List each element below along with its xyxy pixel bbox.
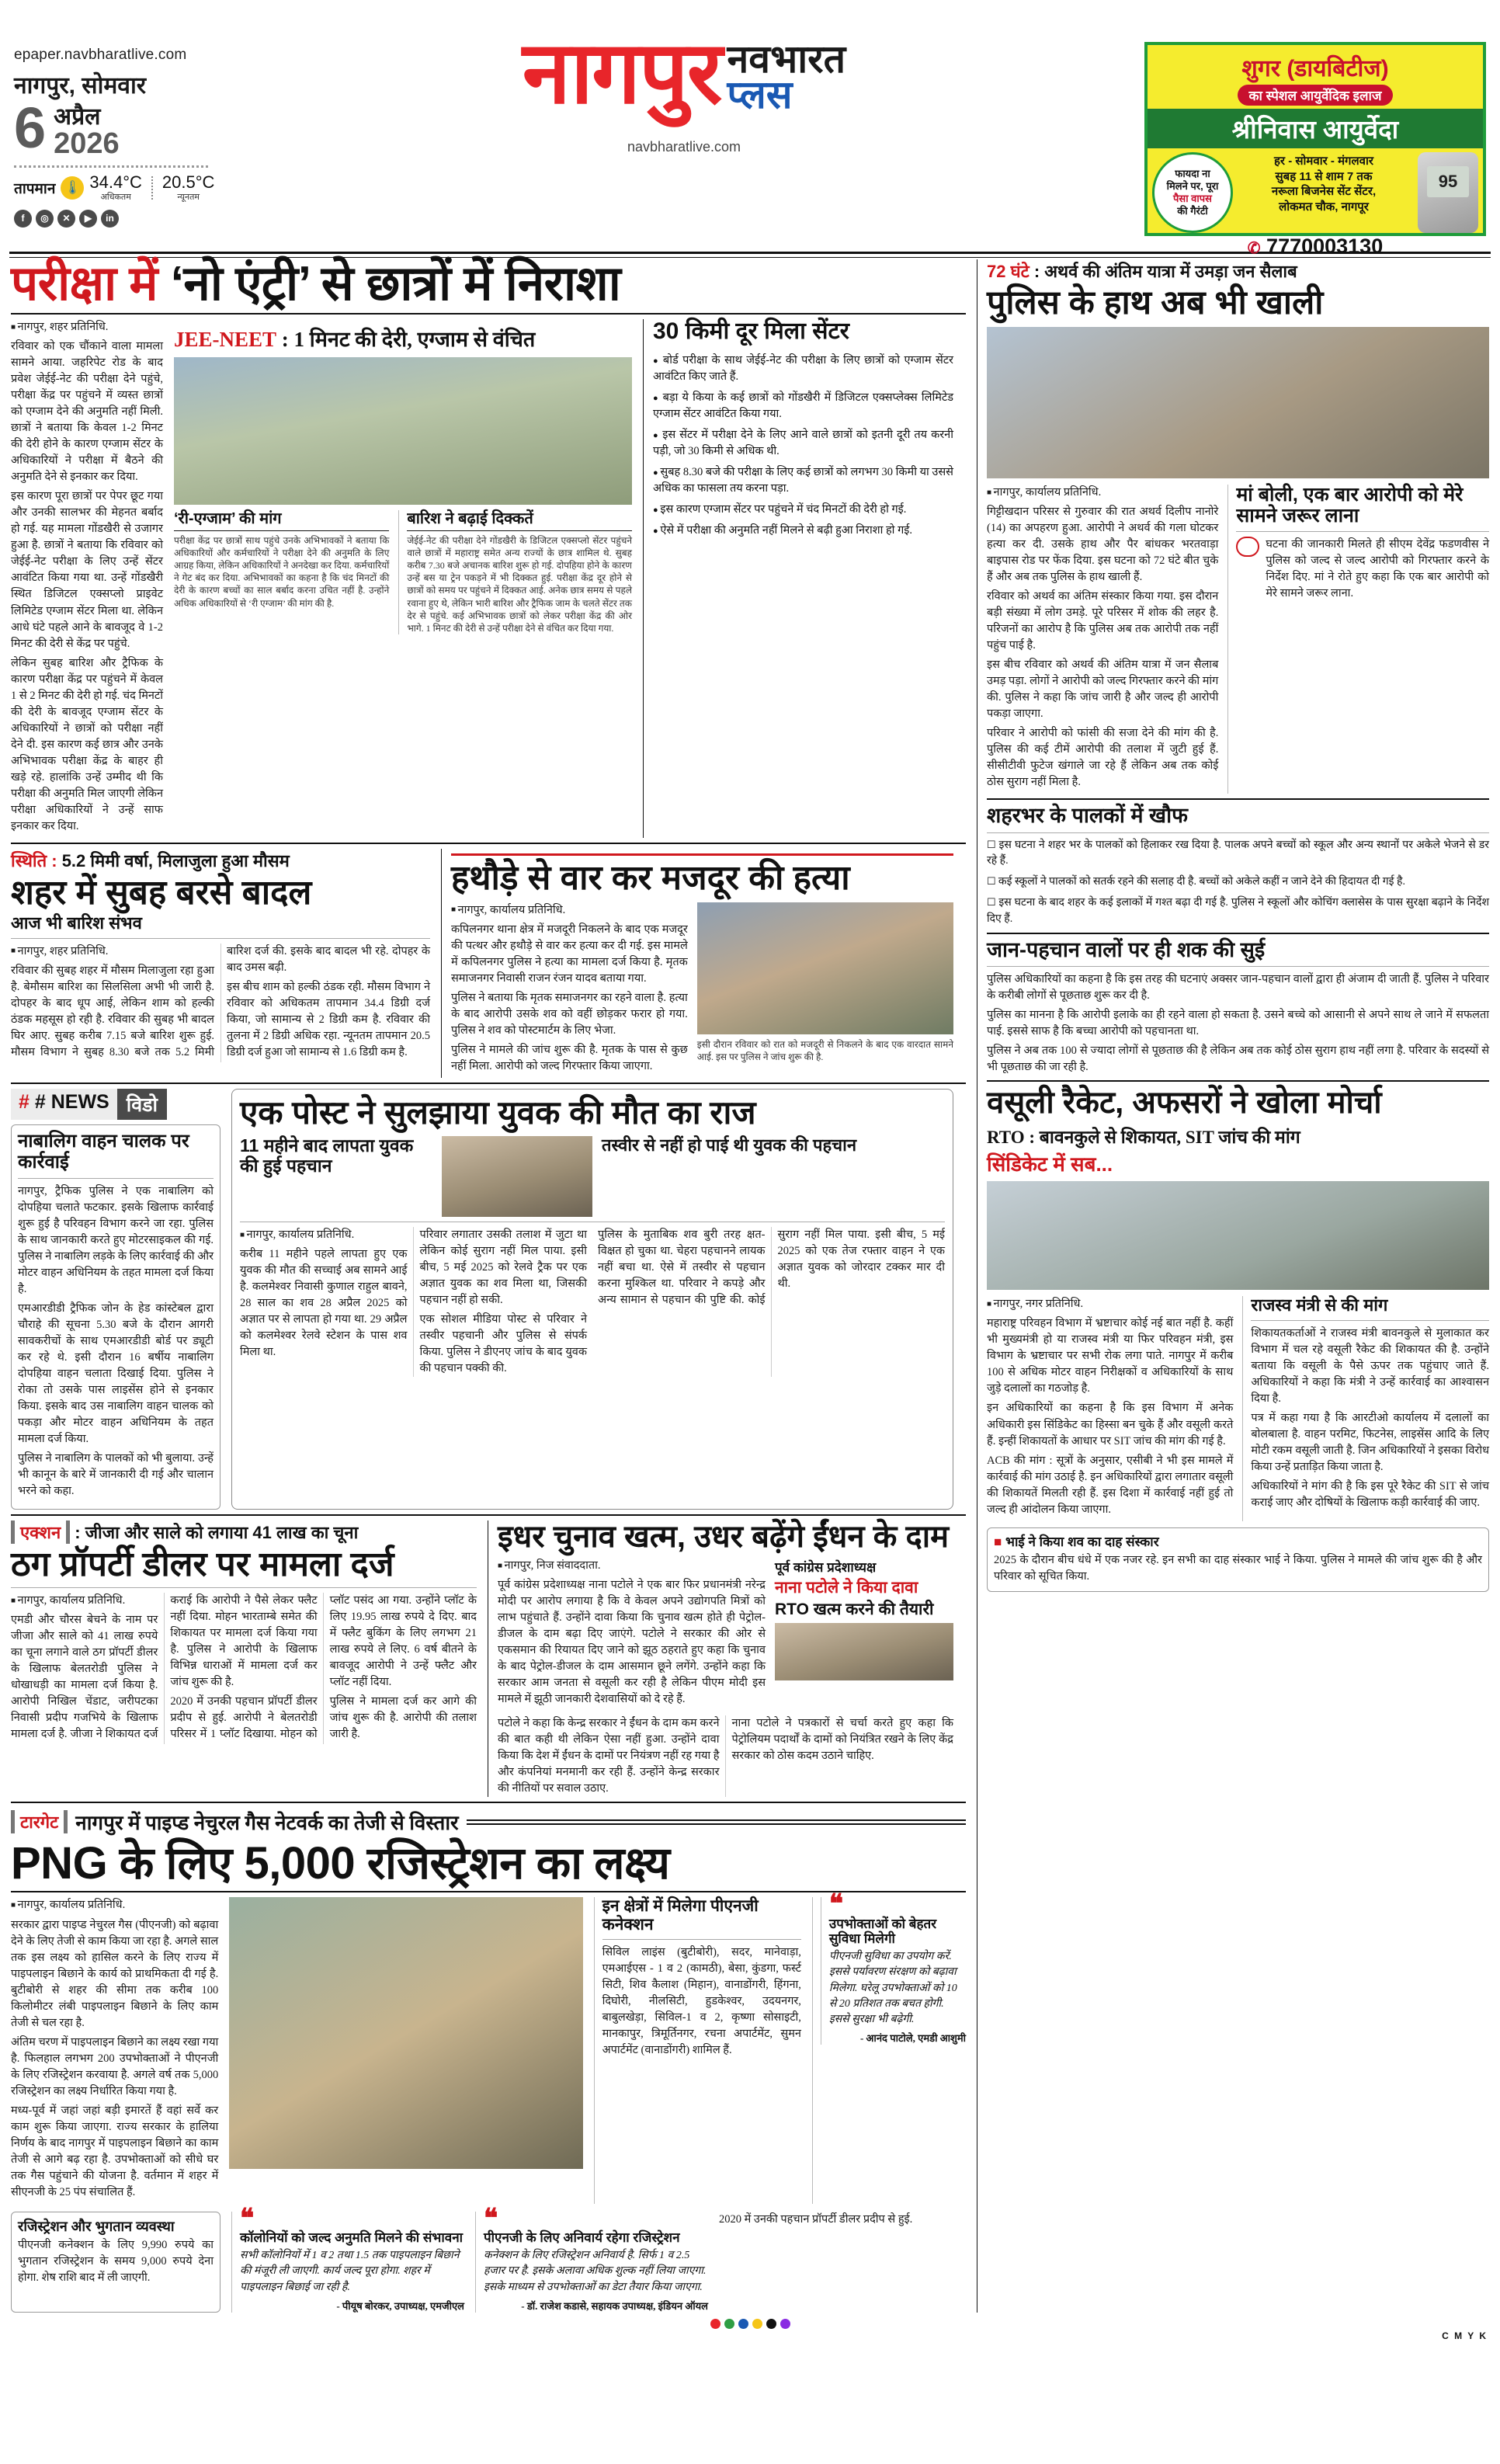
temperature-block (14, 174, 224, 203)
action-headline: ठग प्रॉपर्टी डीलर पर मामला दर्ज (11, 1545, 394, 1584)
youtube-icon[interactable]: ▶ (79, 210, 97, 228)
png-text-col (11, 1897, 218, 2203)
news-chip-text: # NEWS (34, 1091, 109, 1114)
lead-bullet-4: ● सुबह 8.30 बजे की परीक्षा के लिए कई छात्रों को लगभग 30 किमी या उससे अधिक का फासला तय करना पड़ा. (653, 464, 953, 497)
weather-story (11, 849, 430, 1078)
lead-photo (174, 357, 632, 505)
doubt-para-2: पुलिस का मानना है कि आरोपी इलाके का ही रहने वाला हो सकता है. उसने बच्चे को आसानी से अपने साथ ले जाने में सफलता पाई. इससे साफ है कि बच्चा आरोपी को पहचानता था. (987, 1009, 1489, 1038)
left-section (11, 259, 966, 2313)
fuel-subhead-2: RTO खत्म करने की तैयारी (775, 1600, 934, 1618)
advertisement-banner[interactable] (1144, 42, 1486, 258)
phone-icon: ✆ (1247, 240, 1261, 257)
png-tag: टारगेट (11, 1810, 68, 1833)
vasuli-right-para-1: शिकायतकर्ताओं ने राजस्व मंत्री बावनकुले से मुलाकात कर विभाग में चल रहे वसूली रैकेट की शिकायत की है. उन्होंने बताया कि वसूली के पैसे ऊपर तक पहुंचाए जाते हैं. अधिकारियों ने कहा कि मंत्री ने उन्हें कार्रवाई का आश्वासन दिया है. (1251, 1327, 1489, 1406)
lead-headline-red: परीक्षा में (11, 257, 158, 311)
glucometer-icon (1418, 152, 1478, 233)
masthead-left (14, 20, 224, 228)
fear-rule (987, 832, 1489, 833)
quote-icon-2: ❝ (240, 2204, 255, 2233)
doubt-bottom-rule (987, 1080, 1489, 1082)
vasuli-para-2: इन अधिकारियों का कहना है कि इस विभाग में अनेक अधिकारी इस सिंडिकेट का हिस्सा बन चुके हैं और वसूली करते हैं. इन्हीं शिकायतों के आधार पर SIT जांच की मांग की गई है. (987, 1402, 1234, 1447)
news-video-body (18, 1183, 214, 1500)
ad-guarantee-line3: पैसा वापस (1173, 193, 1212, 204)
ad-guarantee-line2: मिलने पर, पूरा (1166, 179, 1219, 192)
murder-text (451, 902, 688, 1078)
vasuli-footer-note (987, 1527, 1489, 1592)
lead-bullet-5: ● इस कारण एग्जाम सेंटर पर पहुंचने में चंद मिनटों की देरी हो गई. (653, 502, 953, 518)
fear-item-1: ☐ इस घटना ने शहर भर के पालकों को हिलाकर रख दिया है. पालक अपने बच्चों को स्कूल और अन्य स्थानों पर अकेले भेजने से डर रहे हैं. (987, 838, 1489, 870)
lead-bullets-column (643, 319, 953, 837)
png-areas-rule (602, 1939, 801, 1940)
png-quote-2-by: - पीयूष बोरकर, उपाध्यक्ष, एमजीएल (336, 2300, 464, 2313)
post-bottom-rule (11, 1514, 966, 1516)
post-portrait-photo (442, 1136, 592, 1217)
fear-item-2: ☐ कई स्कूलों ने पालकों को सतर्क रहने की सलाह दी है. बच्चों को अकेले कहीं न जाने देने की हिदायत दी गई है. (987, 874, 1489, 890)
fear-list (987, 838, 1489, 927)
vasuli-footer-body: 2025 के दौरान बीच धंधे में एक नजर रहे. इन सभी का दाह संस्कार भाई ने किया. पुलिस ने मामले की जांच शुरू की है और परिवार को सूचित किया. (994, 1553, 1482, 1583)
mother-quote-rule (1236, 531, 1489, 532)
lead-para-2: इस कारण पूरा छात्रों पर पेपर छूट गया और उनकी सालभर की मेहनत बर्बाद हो गई. यह मामला गोंडखैरी से उजागर हुआ है. छात्रों ने बताया कि रविवार को जेईई-नेट परीक्षा के लिए उन्हें सेंटर आवंटित किया गया था. उन्हें गोंडखैरी स्थित डिजिटल एक्सप्लो प्राइवेट लिमिटेड एग्जाम सेंटर मिला था. लेकिन आधे घंटे पहले आने के बावजूद वे 1-2 मिनट की देरी से केंद्र पर पहुंचे. (11, 490, 163, 650)
news-video-para-1: नागपुर, ट्रैफिक पुलिस ने एक नाबालिग को दोपहिया चलाते फटकार. इसके खिलाफ कार्रवाई शुरू हुई है परिवहन विभाग करने जा रहा. पुलिस के साथ जानकारी करते हुए मोटरसाइकल की गई. पुलिस ने नाबालिग लड़के के लिए कार्रवाई की और मोटर वाहन अधिनियम के तहत मामला दर्ज किया है. (18, 1184, 214, 1295)
lead-bullet-3: ● इस सेंटर में परीक्षा देने के लिए आने वाले छात्रों को इतनी दूरी तय करनी पड़ी, जो 30 किमी से अधिक थी. (653, 427, 953, 460)
post-body-left (240, 1227, 587, 1377)
png-rule (11, 1891, 966, 1892)
reexam-box (174, 510, 389, 634)
news-video-para-3: पुलिस ने नाबालिग के पालकों को भी बुलाया. उन्हें भी कानून के बारे में जानकारी दी गई और चालान भरने को कहा. (18, 1452, 214, 1498)
fuel-left-text (498, 1558, 766, 1711)
action-fuel-row (11, 1520, 966, 1797)
png-quote-2 (231, 2204, 464, 2313)
png-quote-3-by: - डॉ. राजेश कडासे, सहायक उपाध्यक्ष, इंडियन ऑयल (521, 2300, 708, 2313)
weather-body (11, 944, 430, 1062)
right-top-body (987, 485, 1218, 794)
murder-content (451, 902, 953, 1078)
doubt-title: जान-पहचान वालों पर ही शक की सुई (987, 938, 1266, 962)
mother-quote-title: मां बोली, एक बार आरोपी को मेरे सामने जरूर लाना (1236, 484, 1464, 527)
murder-top-rule (451, 853, 953, 856)
ad-detail-3: नरूला बिजनेस सेंट सेंटर, (1271, 185, 1377, 198)
fuel-para-1: पूर्व कांग्रेस प्रदेशाध्यक्ष नाना पटोले ने एक बार फिर प्रधानमंत्री नरेन्द्र मोदी पर आरोप लगाया है कि वे केवल अपने उद्योगपति मित्रों को लाभ पहुंचाते हैं. उन्होंने दावा किया कि चुनाव खत्म होते ही पेट्रोल-डीजल के दाम बढ़ा दिए जाएंगे. पटोले ने सरकार की ओर से एकसमान की रियायत दिए जाने को झूठ ठहराते हुए कहा कि चुनाव के बाद पेट्रोल-डीजल के दाम आसमान छूने लगेंगे. उन्होंने कहा कि सरकार आम जनता से वसूली कर रही है लेकिन पीएम मोदी इस मामले में झूठी जानकारी देशवासियों को दे रहे हैं. (498, 1579, 766, 1706)
social-links[interactable] (14, 210, 224, 228)
reg-dot-red (710, 2319, 720, 2329)
vasuli-subhead: RTO : बावनकुले से शिकायत, SIT जांच की मांग (987, 1128, 1300, 1148)
fuel-subhead-red: पूर्व कांग्रेस प्रदेशाध्यक्ष (775, 1560, 877, 1576)
fear-item-3: ☐ इस घटना के बाद शहर के कई इलाकों में गश्त बढ़ा दी गई है. पुलिस ने स्कूलों और कोचिंग क्लासेस के पास सुरक्षा बढ़ाने के निर्देश दिए हैं. (987, 895, 1489, 927)
reg-dot-violet (780, 2319, 790, 2329)
lead-text-column (11, 319, 163, 837)
murder-story (441, 849, 953, 1078)
right-top-kicker-rest: : अथर्व की अंतिम यात्रा में उमड़ा जन सैलाब (1033, 262, 1297, 281)
right-top-para-1: गिट्टीखदान परिसर से गुरुवार की रात अथर्व दिलीप नानोरे (14) का अपहरण हुआ. आरोपी ने अथर्व की गला घोटकर हत्या कर दी. उसके हाथ और पैर बांधकर भरतवाड़ा बाइपास रोड पर फेंक दिया. इस घटना को 72 घंटे बीत चुके हैं और अब तक पुलिस के हाथ खाली हैं. (987, 506, 1219, 584)
weather-bottom-rule (11, 1083, 966, 1084)
post-sub-right-wrap (602, 1136, 945, 1217)
temperature-max: 34.4°C (89, 172, 142, 192)
lead-content (11, 319, 966, 837)
ad-detail-2: सुबह 11 से शाम 7 तक (1275, 169, 1373, 183)
temperature-divider (151, 176, 153, 200)
lead-byline: ■ नागपुर, शहर प्रतिनिधि. (11, 319, 163, 335)
murder-headline: हथौड़े से वार कर मजदूर की हत्या (451, 858, 850, 897)
vasuli-para-3: ACB की मांग : सूत्रों के अनुसार, एसीबी ने भी इस मामले में कार्रवाई की मांग उठाई है. इन अधिकारियों द्वारा लगातार वसूली की शिकायतें मिलती रही हैं. इस दिशा में कार्रवाई नहीं हुई तो जल्द ही आंदोलन किया जाएगा. (987, 1454, 1234, 1516)
fear-title: शहरभर के पालकों में खौफ (987, 804, 1188, 828)
ad-detail-4: लोकमत चौक, नागपूर (1279, 200, 1369, 214)
fuel-headline: इधर चुनाव खत्म, उधर बढ़ेंगे ईंधन के दाम (498, 1520, 950, 1555)
dotted-divider (14, 165, 208, 168)
logo-plus: प्लस (727, 72, 793, 116)
action-para-3: पुलिस ने मामला दर्ज कर आगे की जांच शुरू की है. आरोपी की तलाश जारी है. (329, 1695, 477, 1741)
news-video-box (11, 1089, 220, 1510)
vasuli-right (1242, 1296, 1489, 1520)
thermometer-icon: 🌡 (61, 176, 84, 200)
fuel-para-2: पटोले ने कहा कि केन्द्र सरकार ने ईंधन के दाम कम करने की बात कही थी लेकिन ऐसा नहीं हुआ. उन्होंने दावा किया कि देश में ईंधन के दामों पर नियंत्रण नहीं रह गया है और कंपनियां मनमानी कर रही हैं. उन्होंने केन्द्र सरकार की नीतियों पर सवाल उठाए. (498, 1717, 720, 1795)
png-quote-1-by: - आनंद पाटोले, एमडी आशुमी (859, 2032, 966, 2045)
vasuli-photo (987, 1181, 1489, 1290)
page-body (0, 259, 1500, 2313)
news-chip-label (11, 1089, 117, 1120)
right-top-para-3: इस बीच रविवार को अथर्व की अंतिम यात्रा में जन सैलाब उमड़ पड़ा. लोगों ने आरोपी को जल्द गिरफ्तार करने की मांग की. पुलिस ने कहा कि जांच जारी है और जल्द ही आरोपी पकड़ा जाएगा. (987, 659, 1219, 721)
png-quote-1-title: उपभोक्ताओं को बेहतर सुविधा मिलेगी (828, 1916, 937, 1946)
website-url[interactable]: navbharatlive.com (627, 138, 741, 155)
ad-guarantee-line4: की गैरंटी (1177, 205, 1208, 217)
png-areas-title: इन क्षेत्रों में मिलेगा पीएनजी कनेक्शन (602, 1897, 759, 1934)
png-quote-3-body: कनेक्शन के लिए रजिस्ट्रेशन अनिवार्य है. सिर्फ 1 व 2.5 हजार पर है. इसके अलावा अधिक शुल्क नहीं लिया जाएगा. इसके माध्यम से उपभोक्ताओं का डेटा तैयार किया जाएगा. (484, 2250, 707, 2293)
mother-quote-body: घटना की जानकारी मिलते ही सीएम देवेंद्र फडणवीस ने पुलिस को जल्द से जल्द आरोपी को गिरफ्तार करने के निर्देश दिए. मां ने रोते हुए कहा कि एक बार आरोपी को मेरे सामने जरूर लाना. (1266, 538, 1489, 600)
masthead-logo (224, 20, 1144, 155)
right-top-byline: ■ नागपुर, कार्यालय प्रतिनिधि. (987, 485, 1218, 501)
logo-navbharat: नवभारत (727, 36, 846, 81)
lead-bullet-list (653, 353, 953, 539)
weather-subhead: आज भी बारिश संभव (11, 912, 142, 933)
twitter-x-icon[interactable]: ✕ (57, 210, 75, 228)
weather-rule (11, 938, 430, 939)
temperature-min: 20.5°C (161, 172, 215, 192)
vasuli-right-para-2: पत्र में कहा गया है कि आरटीओ कार्यालय में दलालों का बोलबाला है. वाहन परमिट, फिटनेस, लाइसेंस आदि के लिए मोटी रकम वसूली जाती है. जिन अधिकारियों ने इसका विरोध किया उन्हें प्रताड़ित किया जाता है. (1251, 1412, 1489, 1474)
action-para-1: एमडी और चौरस बेचने के नाम पर जीजा और साले को 41 लाख रुपये का चूना लगाने वाले ठग प्रॉपर्टी डीलर के खिलाफ बेलतरोडी पुलिस ने धोखाधड़ी का मामला दर्ज किया है. आरोपी निखिल चेंडाट, जरीपटका निवासी प्रदीप गजभिये के खिलाफ मामला दर्ज है. जीजा ने शिकायत दर्ज कराई कि आरोपी ने पैसे लेकर फ्लैट नहीं दिया. मोहन भारताम्बे समेत की शिकायत पर मामला दर्ज किया गया है. पुलिस ने आरोपी के खिलाफ विभिन्न धाराओं में मामला दर्ज कर जांच शुरू की है. (11, 1594, 318, 1741)
reg-dot-blue (738, 2319, 748, 2329)
ad-title-line1: शुगर (डायबिटीज) (1241, 56, 1389, 82)
murder-para-2: पुलिस ने बताया कि मृतक समाजनगर का रहने वाला है. हत्या के बाद आरोपी उसके शव को वहीं छोड़कर फरार हो गया. पुलिस ने शव को पोस्टमार्टम के लिए भेजा. (451, 991, 688, 1037)
temperature-min-label: न्यूनतम (177, 192, 200, 202)
png-para-1: सरकार द्वारा पाइप्ड नेचुरल गैस (पीएनजी) को बढ़ावा देने के लिए तेजी से काम किया जा रहा है. अगले साल तक इस लक्ष्य को हासिल करने के लिए राज्य में पाइपलाइन बिछाने के कार्य को प्राथमिकता दी गई है. बुटीबोरी से शहर की सीमा तक करीब 100 किलोमीटर लंबी पाइपलाइन बिछाने के लिए काम तेजी से चल रहा है. (11, 1918, 219, 2029)
png-bottom-row (11, 2204, 966, 2313)
post-mid-text: पुलिस के मुताबिक शव बुरी तरह क्षत-विक्षत हो चुका था. चेहरा पहचानने लायक नहीं बचा था. ऐसे में तस्वीर से पहचान करना मुश्किल था. परिवार ने कपड़े और अन्य सामान से पहचान की पुष्टि की. कोई सुराग नहीं मिल पाया. इसी बीच, 5 मई 2025 को एक तेज रफ्तार वाहन ने एक अज्ञात युवक को जोरदार टक्कर मार दी थी. (598, 1229, 945, 1307)
vasuli-right-rule (1251, 1320, 1489, 1321)
doubt-para-3: पुलिस ने अब तक 100 से ज्यादा लोगों से पूछताछ की है लेकिन अब तक कोई ठोस सुराग हाथ नहीं लगा है. परिवार के सदस्यों से भी पूछताछ की जा रही है. (987, 1044, 1489, 1074)
fuel-para-3: नाना पटोले ने पत्रकारों से चर्चा करते हुए कहा कि पेट्रोलियम पदार्थों के दामों को नियंत्रित रखने के लिए केंद्र सरकार को ठोस कदम उठाने चाहिए. (731, 1717, 953, 1763)
temperature-max-label: अधिकतम (100, 192, 131, 202)
post-story (231, 1089, 953, 1510)
png-photo-col (229, 1897, 582, 2203)
png-extra-caption: 2020 में उनकी पहचान प्रॉपर्टी डीलर प्रदीप से हुई. (719, 2212, 913, 2226)
fuel-story (488, 1520, 953, 1797)
vasuli-byline: ■ नागपुर, नगर प्रतिनिधि. (987, 1296, 1233, 1312)
murder-photo-wrap (697, 902, 953, 1078)
post-sub-left-wrap (240, 1136, 432, 1217)
lead-bullet-1: ● बोर्ड परीक्षा के साथ जेईई-नेट की परीक्षा के लिए छात्रों को एग्जाम सेंटर आवंटित किए जाते हैं. (653, 353, 953, 385)
instagram-icon[interactable]: ◎ (36, 210, 54, 228)
vasuli-body (987, 1296, 1233, 1520)
png-decor-bars (467, 1819, 966, 1825)
post-subhead-left: 11 महीने बाद लापता युवक की हुई पहचान (240, 1135, 414, 1176)
vasuli-sub2: सिंडिकेट में सब... (987, 1152, 1113, 1176)
post-para-1: करीब 11 महीने पहले लापता हुए एक युवक की मौत की सच्चाई अब सामने आई है. कलमेश्वर निवासी कुणाल राहुल बावने, 28 साल का शव 28 अप्रैल 2025 को अज्ञात पर से लापता हो गया था. 29 अप्रैल को कलमेश्वर रेलवे स्टेशन के पास शव मिला था. (240, 1248, 408, 1359)
fuel-subhead-name: नाना पटोले ने किया दावा (775, 1579, 918, 1597)
png-areas-body: सिविल लाइंस (बुटीबोरी), सदर, मानेवाड़ा, एमआईएस - 1 व 2 (कामठी), बेसा, कुंडगा, फर्स्ट सिटी, शिव कैलाश (मिहान), वानाडोंगरी, हिंगना, दिघोरी, नीलसिटी, हुडकेश्वर, उदयनगर, बाबुलखेड़ा, सिविल-1 व 2, कृष्णा सोसाइटी, मानकापुर, त्रिमूर्तिनगर, रचना अपार्टमेंट, सुमन अपार्टमेंट (वानाडोंगरी) शामिल हैं. (602, 1945, 801, 2056)
temperature-label: तापमान (14, 181, 56, 198)
weather-byline: ■ नागपुर, शहर प्रतिनिधि. (11, 944, 214, 960)
png-content (11, 1890, 966, 2203)
weather-para-1: रविवार की सुबह शहर में मौसम मिलाजुला रहा हुआ है. बेमौसम बारिश का सिलसिला अभी भी जारी है. दोपहर के बाद धूप आई, लेकिन शाम को हल्की ठंडक महसूस हो रही है. रविवार की सुबह भी बादल घिर आए. सुबह करीब 7.15 बजे बारिश शुरू हुई. मौसम विभाग ने सुबह 8.30 बजे तक 5.2 मिमी बारिश दर्ज की. इसके बाद बादल भी रहे. दोपहर के बाद उमस बढ़ी. (11, 944, 430, 1058)
lead-rule (11, 313, 966, 315)
action-body (11, 1593, 477, 1743)
vasuli-row (987, 1296, 1489, 1520)
news-video-rule (18, 1178, 214, 1179)
reexam-body: परीक्षा केंद्र पर छात्रों साथ पहुंचे उनके अभिभावकों ने बताया कि अधिकारियों और कर्मचारियों ने परीक्षा देने की अनुमति के लिए आग्रह किया, लेकिन अधिकारियों ने अनदेखा कर दिया. कर्मचारियों ने गेट बंद कर दिया. अभिभावकों का कहना है कि चंद मिनटों की देरी के कारण बच्चों का साल बर्बाद करना उचित नहीं है. उन्होंने अधिक अधिकारियों से ‘री एग्जाम’ की मांग की है. (174, 534, 390, 609)
png-last-title: रजिस्ट्रेशन और भुगतान व्यवस्था (18, 2218, 175, 2234)
action-story (11, 1520, 477, 1797)
ad-phone[interactable] (1148, 235, 1483, 259)
reg-dot-green (724, 2319, 734, 2329)
date-day: 6 (14, 96, 47, 160)
newsvideo-post-row (11, 1089, 966, 1510)
news-video-para-2: एमआरडीडी ट्रैफिक जोन के हेड कांस्टेबल द्वारा चौराहे की सूचना 5.30 बजे के दौरान आगरी सावकरीचों के साथ एमआरडीडी बोर्ड पर ड्यूटी कर रहे थे. इसी दौरान 16 बर्षीय नाबालिग दोपहिया वाहन चलाता दिखाई दिया. पुलिस ने रोका तो उसके पास लाइसेंस होने से इनकार किया. इसके बाद उस नाबालिग वाहन चालक को पकड़ा और मोटर वाहन अधिनियम के तहत मामला दर्ज किया. (18, 1302, 214, 1446)
ad-guarantee-line1: फायदा ना (1175, 167, 1210, 179)
murder-para-1: कपिलनगर थाना क्षेत्र में मजदूरी निकलने के बाद एक मजदूर की पत्थर और हथौड़े से वार कर हत्या कर दी गई. इस मामले में कपिलनगर पुलिस ने हत्या का मामला दर्ज किया है. मृतक समाजनगर निवासी राजन रंजन यादव बताया गया. (451, 923, 688, 985)
glucometer-reading: 95 (1427, 166, 1469, 197)
action-tag: एक्शन (11, 1520, 70, 1544)
weather-para-2: इस बीच शाम को हल्की ठंडक रही. मौसम विभाग ने रविवार को अधिकतम तापमान 34.4 डिग्री दर्ज किया, जो सामान्य से 2 डिग्री कम है. रविवार की तुलना में 2 डिग्री अधिक रहा. न्यूनतम तापमान 20.5 डिग्री दर्ज हुआ जो सामान्य से 1.6 डिग्री कम है. (227, 980, 430, 1058)
fear-bottom-rule (987, 933, 1489, 934)
reg-dot-black (766, 2319, 776, 2329)
weather-kicker-red: स्थिति : (11, 850, 57, 871)
lead-story (11, 259, 966, 838)
bullet-marker-icon: ■ (994, 1534, 1002, 1549)
vasuli-para-1: महाराष्ट्र परिवहन विभाग में भ्रष्टाचार कोई नई बात नहीं है. कहीं भी मुख्यमंत्री हो या राजस्व मंत्री या फिर परिवहन मंत्री, इस विभाग के भ्रष्टाचार पर सभी रोक लगा पाते. नागपुर में करीब 100 से अधिक मोटर वाहन निरीक्षकों व अधिकारियों के साथ जुड़े दलालों का गठजोड़ है. (987, 1317, 1234, 1395)
weather-kicker (11, 849, 430, 872)
center-distance-headline: 30 किमी दूर मिला सेंटर (653, 318, 849, 345)
png-photo (229, 1897, 582, 2169)
vasuli-headline: वसूली रैकेट, अफसरों ने खोला मोर्चा (987, 1086, 1382, 1121)
weather-kicker-rest: 5.2 मिमी वर्षा, मिलाजुला हुआ मौसम (61, 850, 290, 871)
post-subhead-row (240, 1136, 945, 1217)
murder-caption: इसी दौरान रविवार को रात को मजदूरी से निकलने के बाद एक वारदात सामने आई. इस पर पुलिस ने जांच शुरू की है. (696, 1038, 953, 1063)
city-and-day: नागपुर, सोमवार (14, 73, 146, 99)
lead-subhead-red: JEE-NEET (174, 328, 277, 352)
png-quote-col (812, 1890, 966, 2203)
png-areas-box (594, 1897, 801, 2203)
rain-body: जेईई-नेट की परीक्षा देने गोंडखैरी के डिजिटल एक्सप्लो सेंटर पहुंचने वाले छात्रों में महाराष्ट्र समेत अन्य राज्यों के छात्र शामिल थे. सुबह करीब 7.30 बजे अचानक बारिश शुरू हो गई. दोपहिया होने के कारण उन्हें बस या ट्रेन पकड़ने में भी दिक्कत हुई. परीक्षा केंद्र दूर होने से छात्रों को समय पर पहुंचने में दिक्कत आई. अनेक छात्र समय से पहले रवाना हुए थे, लेकिन भारी बारिश और ट्रैफिक जाम के चलते सेंटर तक देर से पहुंचे. कई अभिभावक छात्रों को लेकर परीक्षा केंद्र की ओर भागे. 1 मिनट की देरी से उन्हें परीक्षा देने से वंचित कर दिया गया. (407, 534, 632, 634)
ad-phone-number: 7770003130 (1266, 235, 1384, 258)
vasuli-right-body (1251, 1326, 1489, 1511)
post-byline: ■ नागपुर, कार्यालय प्रतिनिधि. (240, 1227, 408, 1243)
lead-para-3: लेकिन सुबह बारिश और ट्रैफिक के कारण परीक्षा केंद्र पर पहुंचने में केवल 1 से 2 मिनट की देरी हो गई. चंद मिनटों की देरी के बावजूद एग्जाम सेंटर के अधिकारियों ने छात्रों को परीक्षा नहीं देने दी. इस कारण कई छात्र और उनके अभिभावक परीक्षा केंद्र के बाहर ही खड़े रहे. हालांकि उन्हें उम्मीद थी कि परीक्षा की अनुमति मिल जाएगी लेकिन परीक्षा अधिकारियों ने उन्हें साफ इनकार कर दिया. (11, 656, 163, 832)
right-top-para-4: परिवार ने आरोपी को फांसी की सजा देने की मांग की है. पुलिस की कई टीमें आरोपी की तलाश में जुटी हुई हैं. सीसीटीवी फुटेज खंगाले जा रहे हैं लेकिन अब तक कोई ठोस सुराग नहीं मिला है. (987, 727, 1219, 789)
facebook-icon[interactable]: f (14, 210, 32, 228)
ad-details (1233, 152, 1415, 214)
right-section (977, 259, 1489, 2313)
action-kicker (11, 1520, 477, 1544)
post-subhead-right: तस्वीर से नहीं हो पाई थी युवक की पहचान (601, 1135, 857, 1156)
lead-bullet-6: ● ऐसे में परीक्षा की अनुमति नहीं मिलने से बढ़ी हुआ निराशा हो गई. (653, 523, 953, 539)
date-month: अप्रैल (54, 104, 101, 130)
logo-wordmark (522, 24, 846, 121)
png-para-2: अंतिम चरण में पाइपलाइन बिछाने का लक्ष्य रखा गया है. फिलहाल लगभग 200 उपभोक्ताओं ने पीएनजी के लिए रजिस्ट्रेशन करवाया है. अगले वर्ष तक 5,000 रजिस्ट्रेशन का लक्ष्य निर्धारित किया गया है. (11, 2035, 219, 2097)
linkedin-icon[interactable]: in (101, 210, 119, 228)
doubt-para-1: पुलिस अधिकारियों का कहना है कि इस तरह की घटनाएं अक्सर जान-पहचान वालों द्वारा ही अंजाम दी जाती हैं. पुलिस ने परिवार के करीबी लोगों से पूछताछ शुरू कर दी है. (987, 973, 1489, 1003)
weather-headline: शहर में सुबह बरसे बादल (11, 873, 312, 912)
quote-icon-3: ❝ (484, 2204, 498, 2233)
news-video-chip[interactable] (11, 1089, 167, 1120)
lead-para-1: रविवार को एक चौंकाने वाला मामला सामने आया. जहरिपेट रोड के बाद प्रवेश जेईई-नेट की परीक्षा देने पहुंचे, परीक्षा केंद्र पर पहुंचने में व्यस्त छात्रों को एग्जाम देने की अनुमति नहीं मिली. छात्रों ने बताया कि केवल 1-2 मिनट की देरी होने के कारण एग्जाम सेंटर के अधिकारियों ने परीक्षा में बैठने की अनुमति देने से इनकार कर दिया. (11, 340, 163, 484)
action-para-2: 2020 में उनकी पहचान प्रॉपर्टी डीलर प्रदीप से हुई. आरोपी ने बेलतरोडी परिसर में 1 प्लॉट दिखाया. मोहन को प्लॉट पसंद आ गया. उन्होंने प्लॉट के लिए 19.95 लाख रुपये दे दिए. बाद में फ्लैट बुकिंग के लिए लगभग 21 लाख रुपये ले लिए. 6 वर्ष बीतने के बावजूद आरोपी ने उन्हें फ्लैट और प्लॉट नहीं दिया. (170, 1594, 477, 1741)
ad-detail-1: हर - सोमवार - मंगलवार (1273, 155, 1374, 168)
right-top-bottom-rule (987, 798, 1489, 800)
png-quote-3-title: पीएनजी के लिए अनिवार्य रहेगा रजिस्ट्रेशन (484, 2230, 680, 2246)
news-video-card (11, 1124, 220, 1510)
png-quote-1-body: पीएनजी सुविधा का उपयोग करें. इससे पर्यावरण संरक्षण को बढ़ावा मिलेगा. घरेलू उपभोक्ताओं को 10 से 20 प्रतिशत तक बचत होगी. इससे सुरक्षा भी बढ़ेगी. (828, 1950, 957, 2026)
fuel-sub-right (775, 1558, 953, 1711)
masthead (0, 0, 1500, 258)
post-body-right (598, 1227, 945, 1377)
png-kicker: नागपुर में पाइप्ड नेचुरल गैस नेटवर्क का तेजी से विस्तार (75, 1812, 459, 1835)
ad-body (1148, 152, 1483, 233)
lead-caption-row (174, 510, 632, 634)
ad-guarantee-badge (1152, 152, 1233, 233)
rain-box (398, 510, 632, 634)
lead-photo-column (174, 319, 632, 837)
logo-nagpur: नागपुर (522, 24, 721, 121)
doubt-section (987, 939, 1489, 1076)
doubt-body (987, 971, 1489, 1076)
post-para-3: एक सोशल मीडिया पोस्ट से परिवार ने तस्वीर पहचानी और पुलिस से संपर्क किया. पुलिस ने डीएनए जांच के बाद युवक की पहचान पक्की की. (419, 1313, 587, 1375)
action-byline: ■ नागपुर, कार्यालय प्रतिनिधि. (11, 1593, 158, 1609)
png-last-body: पीएनजी कनेक्शन के लिए 9,990 रुपये का भुगतान रजिस्ट्रेशन के समय 9,000 रुपये देना होगा. शेष राशि बाद में ली जाएगी. (18, 2238, 214, 2284)
lead-body (11, 319, 163, 834)
png-quote-2-body: सभी कॉलोनियों में 1 व 2 तथा 1.5 तक पाइपलाइन बिछाने की मंजूरी ली जाएगी. कार्य जल्द पूरा होगा. शहर में पाइपलाइन बिछाई जा रही है. (240, 2250, 460, 2293)
right-top-kicker (987, 259, 1489, 283)
doubt-rule (987, 966, 1489, 967)
logo-navbharat-plus (727, 36, 846, 116)
color-registration-dots (0, 2313, 1500, 2330)
lead-subhead (174, 324, 632, 353)
right-top-headline: पुलिस के हाथ अब भी खाली (987, 284, 1324, 321)
murder-photo (697, 902, 953, 1034)
mother-quote-box (1227, 485, 1489, 794)
murder-body (451, 902, 688, 1075)
post-headline: एक पोस्ट ने सुलझाया युवक की मौत का राज (240, 1094, 756, 1131)
post-para-2: परिवार लगातार उसकी तलाश में जुटा था लेकिन कोई सुराग नहीं मिल पाया. इसी बीच, 5 मई 2025 को रेलवे ट्रैक पर एक अज्ञात युवक का शव मिला था, जिसकी पहचान नहीं हो सकी. (419, 1229, 587, 1307)
png-quote-1 (821, 1890, 966, 2045)
news-video-headline: नाबालिग वाहन चालक पर कार्रवाई (18, 1131, 189, 1173)
lead-bottom-rule (11, 843, 966, 844)
right-top-kicker-red: 72 घंटे (987, 262, 1030, 281)
action-kicker-text: : जीजा और साले को लगाया 41 लाख का चूना (75, 1523, 359, 1543)
png-headline: PNG के लिए 5,000 रजिस्ट्रेशन का लक्ष्य (11, 1838, 670, 1889)
action-bottom-rule (11, 1802, 966, 1803)
vasuli-right-title: राजस्व मंत्री से की मांग (1251, 1295, 1388, 1315)
hash-icon: # (19, 1091, 30, 1114)
speech-bubble-icon (1236, 537, 1259, 557)
fear-section (987, 805, 1489, 927)
vasuli-right-para-3: अधिकारियों ने मांग की है कि इस पूरे रैकेट की SIT से जांच कराई जाए और दोषियों के खिलाफ कड़ी कार्रवाई की जाए. (1251, 1480, 1489, 1510)
murder-para-3: पुलिस ने मामले की जांच शुरू की है. मृतक के पास से कुछ नहीं मिला. आरोपी को जल्द गिरफ्तार किया जाएगा. (451, 1044, 688, 1073)
right-top-row (987, 485, 1489, 794)
post-body-row (240, 1227, 945, 1377)
date-year: 2026 (54, 127, 120, 160)
video-chip-label[interactable]: विडो (117, 1089, 167, 1120)
date-block (14, 96, 224, 160)
fuel-byline: ■ नागपुर, निज संवाददाता. (498, 1558, 766, 1574)
vasuli-story (987, 1086, 1489, 1591)
quote-icon-1: ❝ (828, 1890, 844, 1920)
fuel-portrait-photo (775, 1623, 953, 1680)
png-tag-line (11, 1808, 966, 1836)
reg-dot-yellow (752, 2319, 762, 2329)
epaper-url[interactable]: epaper.navbharatlive.com (14, 47, 187, 63)
weather-murder-row (11, 849, 966, 1078)
fuel-body-rest (498, 1715, 953, 1797)
rain-title: बारिश ने बढ़ाई दिक्कतें (407, 510, 632, 530)
fuel-sub-row (498, 1558, 953, 1711)
png-byline: ■ नागपुर, कार्यालय प्रतिनिधि. (11, 1897, 218, 1913)
png-quote-3 (475, 2204, 708, 2313)
png-last-box (11, 2212, 220, 2313)
png-para-3: मध्य-पूर्व में जहां जहां बड़ी इमारतें हैं वहां सर्वे कर काम शुरू किया जाएगा. राज्य सरकार के हालिया निर्णय के बाद नागपुर में पाइपलाइन बिछाने का काम तेजी से आगे बढ़ रहा है. उपभोक्ताओं को सीधे घर तक गैस पहुंचाने की योजना है. वर्तमान में शहर में सीएनजी के 25 पंप संचालित हैं. (11, 2104, 219, 2198)
post-portrait-wrap (442, 1136, 592, 1217)
reexam-title: ‘री-एग्जाम’ की मांग (174, 510, 389, 530)
png-story (11, 1808, 966, 2313)
vasuli-footer-title (994, 1534, 1482, 1549)
ad-brand-name: श्रीनिवास आयुर्वेदा (1148, 109, 1483, 148)
lead-headline (11, 257, 966, 311)
lead-subhead-rest: : 1 मिनट की देरी, एग्जाम से वंचित (281, 328, 536, 352)
lead-headline-rest: ‘नो एंट्री’ से छात्रों में निराशा (170, 257, 621, 311)
right-top-para-2: रविवार को अथर्व का अंतिम संस्कार किया गया. इस दौरान बड़ी संख्या में लोग उमड़े. पूरे परिसर में शोक की लहर है. परिजनों का आरोप है कि पुलिस अब तक आरोपी तक नहीं पहुंच पाई है. (987, 590, 1219, 652)
ad-title-line2: का स्पेशल आयुर्वेदिक इलाज (1238, 85, 1392, 106)
lead-bullet-2: ● बड़ा ये किया के कई छात्रों को गोंडखैरी में डिजिटल एक्सप्लेक्स लिमिटेड एग्जाम सेंटर आवंटित किया गया. (653, 390, 953, 422)
mother-quote-row (1236, 537, 1489, 602)
action-rule (11, 1587, 477, 1588)
png-quote-2-title: कॉलोनियों को जल्द अनुमति मिलने की संभावना (240, 2230, 464, 2246)
murder-byline: ■ नागपुर, कार्यालय प्रतिनिधि. (451, 902, 688, 919)
cmyk-marker: C M Y K (1442, 2330, 1488, 2342)
vasuli-footer-title-text: भाई ने किया शव का दाह संस्कार (1005, 1534, 1159, 1549)
funeral-procession-photo (987, 327, 1489, 478)
